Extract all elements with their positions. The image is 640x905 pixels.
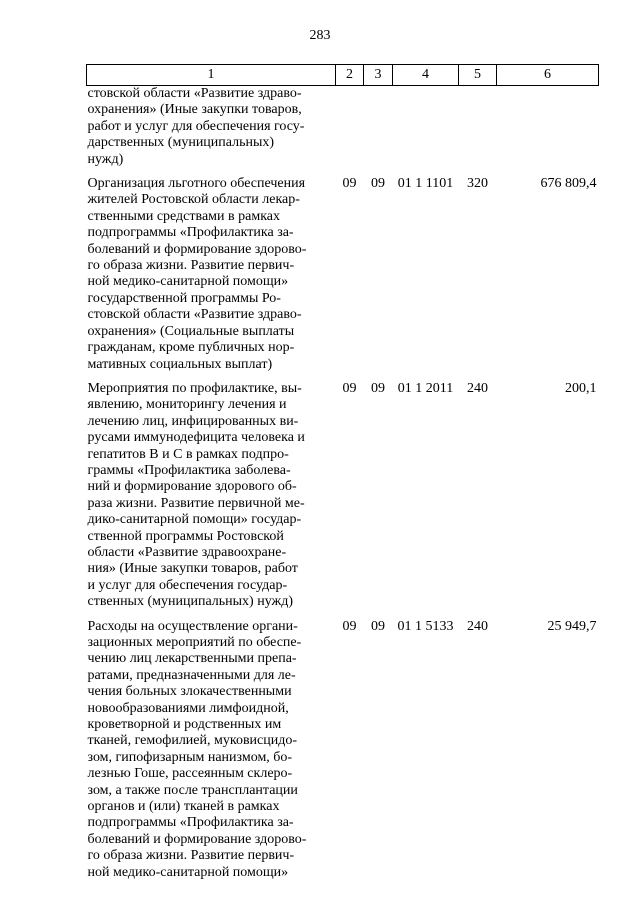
description-line: Расходы на осуществление органи- bbox=[87, 618, 298, 634]
description-line: лечению лиц, инфицированных ви- bbox=[87, 413, 299, 429]
description-line: русами иммунодефицита человека и bbox=[87, 430, 305, 446]
description-line: государственной программы Ро- bbox=[87, 290, 281, 306]
description-line: гепатитов В и С в рамках подпро- bbox=[87, 446, 289, 462]
expense-type-code: 240 bbox=[467, 380, 488, 396]
target-article-code bbox=[393, 86, 459, 169]
description-line: Организация льготного обеспечения bbox=[87, 176, 306, 192]
description-line: охранения» (Иные закупки товаров, bbox=[87, 102, 302, 118]
row-description bbox=[87, 381, 336, 611]
description-line: граммы «Профилактика заболева- bbox=[87, 462, 291, 478]
subsection-code: 09 bbox=[371, 618, 385, 634]
description-line: охранения» (Социальные выплаты bbox=[87, 323, 295, 339]
column-number-2: 2 bbox=[336, 65, 364, 86]
description-line: чению лиц лекарственными препа- bbox=[87, 651, 297, 667]
section-code: 09 bbox=[342, 380, 357, 396]
amount-value: 200,1 bbox=[565, 380, 597, 396]
table-row bbox=[87, 381, 599, 611]
expense-type-code: 240 bbox=[467, 618, 488, 634]
description-line: подпрограммы «Профилактика за- bbox=[87, 815, 294, 831]
description-line: Мероприятия по профилактике, вы- bbox=[87, 380, 302, 396]
column-number-4: 4 bbox=[393, 65, 459, 86]
description-line: го образа жизни. Развитие первич- bbox=[87, 258, 295, 274]
description-line: ния» (Иные закупки товаров, работ bbox=[87, 561, 298, 577]
column-number-6: 6 bbox=[497, 65, 599, 86]
amount-value: 676 809,4 bbox=[540, 176, 597, 192]
row-description bbox=[87, 619, 336, 882]
column-number-1: 1 bbox=[87, 65, 336, 86]
description-line: ственной программы Ростовской bbox=[87, 528, 284, 544]
description-line: явлению, мониторингу лечения и bbox=[87, 397, 287, 413]
description-line: дарственных (муниципальных) bbox=[87, 135, 275, 151]
target-article-code: 01 1 5133 bbox=[397, 618, 454, 634]
description-line: работ и услуг для обеспечения госу- bbox=[87, 118, 305, 134]
row-spacer-cell bbox=[87, 373, 599, 381]
page-number: 283 bbox=[309, 28, 331, 43]
section-code: 09 bbox=[342, 176, 357, 192]
description-line: ственных (муниципальных) нужд) bbox=[87, 594, 293, 610]
description-line: болеваний и формирование здорово- bbox=[87, 831, 307, 847]
description-line: новообразованиями лимфоидной, bbox=[87, 700, 289, 716]
description-line: болеваний и формирование здорово- bbox=[87, 241, 307, 257]
description-line: дико-санитарной помощи» государ- bbox=[87, 512, 302, 528]
description-line: зом, гипофизарным нанизмом, бо- bbox=[87, 749, 293, 765]
description-line: ной медико-санитарной помощи» bbox=[87, 274, 289, 290]
expense-type-code bbox=[459, 86, 497, 169]
description-line: ратами, предназначенными для ле- bbox=[87, 667, 296, 683]
description-line: кроветворной и родственных им bbox=[87, 717, 282, 733]
description-line: гражданам, кроме публичных нор- bbox=[87, 340, 295, 356]
subsection-code: 09 bbox=[371, 176, 385, 192]
section-code: 09 bbox=[342, 618, 357, 634]
column-number-5: 5 bbox=[459, 65, 497, 86]
table-row bbox=[87, 619, 599, 882]
description-line: раза жизни. Развитие первичной ме- bbox=[87, 495, 305, 511]
subsection-code bbox=[364, 86, 393, 169]
description-line: лезнью Гоше, рассеянным склеро- bbox=[87, 766, 293, 782]
amount-value: 25 949,7 bbox=[547, 618, 597, 634]
description-line: и услуг для обеспечения государ- bbox=[87, 577, 288, 593]
row-spacer bbox=[87, 611, 599, 619]
description-line: зом, а также после трансплантации bbox=[87, 782, 298, 798]
budget-table bbox=[86, 64, 599, 881]
amount-value bbox=[497, 86, 599, 169]
column-number-row bbox=[87, 65, 599, 86]
description-line: стовской области «Развитие здраво- bbox=[87, 307, 302, 323]
row-spacer bbox=[87, 373, 599, 381]
description-line: органов и (или) тканей в рамках bbox=[87, 799, 280, 815]
description-line: жителей Ростовской области лекар- bbox=[87, 192, 300, 208]
description-line: области «Развитие здравоохране- bbox=[87, 544, 287, 560]
description-line: ственными средствами в рамках bbox=[87, 208, 280, 224]
target-article-code: 01 1 1101 bbox=[397, 176, 454, 192]
description-line: нужд) bbox=[87, 151, 124, 167]
row-description bbox=[87, 176, 336, 373]
description-line: стовской области «Развитие здраво- bbox=[87, 86, 302, 101]
row-spacer-cell bbox=[87, 168, 599, 176]
subsection-code: 09 bbox=[371, 380, 385, 396]
description-line: мативных социальных выплат) bbox=[87, 356, 273, 372]
column-number-3: 3 bbox=[364, 65, 393, 86]
target-article-code: 01 1 2011 bbox=[397, 380, 454, 396]
description-line: подпрограммы «Профилактика за- bbox=[87, 225, 294, 241]
row-description bbox=[87, 86, 336, 169]
description-line: ний и формирование здорового об- bbox=[87, 479, 297, 495]
table-row bbox=[87, 86, 599, 169]
description-line: тканей, гемофилией, муковисцидо- bbox=[87, 733, 298, 749]
description-line: зационных мероприятий по обеспе- bbox=[87, 635, 302, 650]
table-row bbox=[87, 176, 599, 373]
description-line: чения больных злокачественными bbox=[87, 684, 292, 700]
row-spacer bbox=[87, 168, 599, 176]
description-line: го образа жизни. Развитие первич- bbox=[87, 848, 295, 864]
row-spacer-cell bbox=[87, 611, 599, 619]
section-code bbox=[336, 86, 364, 169]
expense-type-code: 320 bbox=[467, 176, 488, 192]
description-line: ной медико-санитарной помощи» bbox=[87, 864, 289, 880]
